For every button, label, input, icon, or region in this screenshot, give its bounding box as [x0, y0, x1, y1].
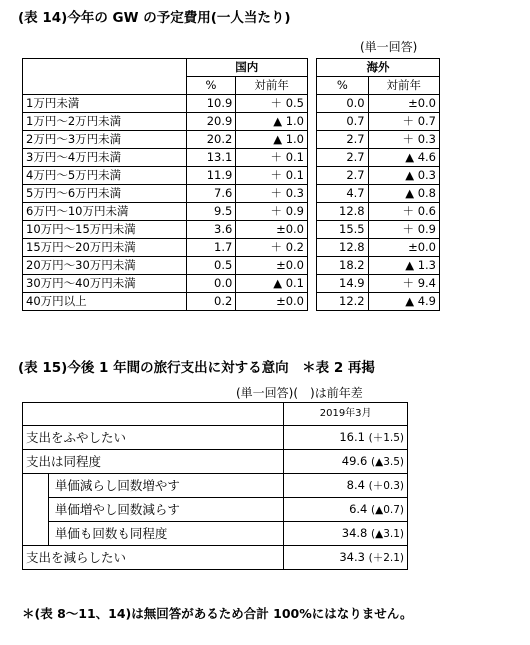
row-label: 40万円以上: [23, 293, 187, 311]
table-row: [317, 257, 440, 275]
table-row: [23, 113, 308, 131]
table15-col-header: 2019年3月: [284, 403, 408, 426]
overseas-pct-cell: 0.7: [317, 113, 369, 131]
overseas-change-cell: ±0.0: [368, 95, 439, 113]
value: 6.4: [349, 502, 368, 516]
domestic-pct-cell: 3.6: [186, 221, 236, 239]
row-label: 支出をふやしたい: [23, 426, 284, 450]
row-label: 5万円～6万円未満: [23, 185, 187, 203]
overseas-pct-cell: 18.2: [317, 257, 369, 275]
overseas-change-cell: ＋ 0.7: [368, 113, 439, 131]
row-label: 6万円～10万円未満: [23, 203, 187, 221]
value: 34.8: [341, 526, 368, 540]
table15-note: (単一回答)( )は前年差: [236, 386, 363, 400]
table14-note: (単一回答): [360, 40, 418, 54]
table-row: [317, 293, 440, 311]
row-label: 1万円～2万円未満: [23, 113, 187, 131]
table-row: [317, 203, 440, 221]
domestic-pct-cell: 13.1: [186, 149, 236, 167]
overseas-change-cell: ＋ 0.9: [368, 221, 439, 239]
table-row: [23, 221, 308, 239]
domestic-pct-cell: 1.7: [186, 239, 236, 257]
row-label: 1万円未満: [23, 95, 187, 113]
indent-cell: [23, 498, 49, 522]
overseas-pct-cell: 2.7: [317, 131, 369, 149]
table-row: [317, 221, 440, 239]
value-cell: [284, 522, 408, 546]
table-row: [23, 131, 308, 149]
table-row: [23, 522, 408, 546]
col-change-header: 対前年: [368, 77, 439, 95]
indent-cell: [23, 474, 49, 498]
domestic-pct-cell: 10.9: [186, 95, 236, 113]
value: 49.6: [341, 454, 368, 468]
domestic-pct-cell: 9.5: [186, 203, 236, 221]
value-cell: [284, 426, 408, 450]
table-row: [317, 113, 440, 131]
table-row: [23, 498, 408, 522]
overseas-change-cell: ＋ 9.4: [368, 275, 439, 293]
domestic-change-cell: ▲ 1.0: [236, 113, 308, 131]
row-label: 単価も回数も同程度: [48, 522, 283, 546]
col-pct-header: %: [186, 77, 236, 95]
overseas-pct-cell: 12.8: [317, 203, 369, 221]
domestic-pct-cell: 0.5: [186, 257, 236, 275]
change: (▲3.1): [371, 528, 404, 540]
table14-corner: [23, 59, 187, 95]
table-row: [317, 239, 440, 257]
overseas-change-cell: ▲ 4.6: [368, 149, 439, 167]
overseas-pct-cell: 2.7: [317, 167, 369, 185]
table-row: [23, 95, 308, 113]
domestic-pct-cell: 20.2: [186, 131, 236, 149]
domestic-pct-cell: 7.6: [186, 185, 236, 203]
domestic-pct-cell: 11.9: [186, 167, 236, 185]
value: 16.1: [339, 430, 365, 444]
table-row: [23, 474, 408, 498]
table-row: [23, 275, 308, 293]
group-domestic-header: 国内: [186, 59, 308, 77]
domestic-change-cell: ±0.0: [236, 221, 308, 239]
domestic-change-cell: ＋ 0.5: [236, 95, 308, 113]
overseas-pct-cell: 12.8: [317, 239, 369, 257]
change: (▲0.7): [371, 504, 404, 516]
footnote: ＊(表 8～11、14)は無回答があるため合計 100%にはなりません。: [22, 606, 413, 621]
domestic-change-cell: ＋ 0.1: [236, 167, 308, 185]
table15: [22, 402, 408, 570]
domestic-change-cell: ±0.0: [236, 257, 308, 275]
table-row: [317, 167, 440, 185]
overseas-pct-cell: 15.5: [317, 221, 369, 239]
table-row: [317, 185, 440, 203]
overseas-change-cell: ▲ 1.3: [368, 257, 439, 275]
table-row: [317, 275, 440, 293]
domestic-pct-cell: 20.9: [186, 113, 236, 131]
row-label: 支出を減らしたい: [23, 546, 284, 570]
row-label: 10万円～15万円未満: [23, 221, 187, 239]
domestic-change-cell: ▲ 0.1: [236, 275, 308, 293]
row-label: 2万円～3万円未満: [23, 131, 187, 149]
table-row: [23, 239, 308, 257]
change: (▲3.5): [371, 456, 404, 468]
value-cell: [284, 546, 408, 570]
table-row: [317, 131, 440, 149]
table-row: [23, 450, 408, 474]
table-row: [23, 149, 308, 167]
row-label: 3万円～4万円未満: [23, 149, 187, 167]
change: (＋0.3): [368, 480, 404, 492]
table-row: [317, 95, 440, 113]
row-label: 支出は同程度: [23, 450, 284, 474]
row-label: 20万円～30万円未満: [23, 257, 187, 275]
table14-title: (表 14)今年の GW の予定費用(一人当たり): [18, 10, 291, 26]
domestic-change-cell: ＋ 0.9: [236, 203, 308, 221]
table15-corner: [23, 403, 284, 426]
domestic-pct-cell: 0.2: [186, 293, 236, 311]
change: (＋1.5): [368, 432, 404, 444]
table-row: [23, 257, 308, 275]
overseas-pct-cell: 2.7: [317, 149, 369, 167]
overseas-change-cell: ▲ 0.3: [368, 167, 439, 185]
value: 8.4: [346, 478, 365, 492]
table-row: [23, 546, 408, 570]
overseas-pct-cell: 0.0: [317, 95, 369, 113]
overseas-change-cell: ±0.0: [368, 239, 439, 257]
domestic-change-cell: ＋ 0.1: [236, 149, 308, 167]
row-label: 単価減らし回数増やす: [48, 474, 283, 498]
overseas-pct-cell: 4.7: [317, 185, 369, 203]
table-row: [23, 293, 308, 311]
domestic-change-cell: ＋ 0.2: [236, 239, 308, 257]
table14-overseas: [316, 58, 440, 311]
domestic-pct-cell: 0.0: [186, 275, 236, 293]
table15-title: (表 15)今後 1 年間の旅行支出に対する意向 ＊表 2 再掲: [18, 360, 375, 376]
row-label: 単価増やし回数減らす: [48, 498, 283, 522]
table-row: [23, 185, 308, 203]
overseas-pct-cell: 14.9: [317, 275, 369, 293]
value-cell: [284, 474, 408, 498]
table14-domestic: [22, 58, 308, 311]
indent-cell: [23, 522, 49, 546]
overseas-change-cell: ＋ 0.3: [368, 131, 439, 149]
table-row: [23, 426, 408, 450]
table-row: [23, 203, 308, 221]
overseas-change-cell: ＋ 0.6: [368, 203, 439, 221]
value-cell: [284, 498, 408, 522]
row-label: 30万円～40万円未満: [23, 275, 187, 293]
table-row: [23, 167, 308, 185]
domestic-change-cell: ±0.0: [236, 293, 308, 311]
row-label: 4万円～5万円未満: [23, 167, 187, 185]
value-cell: [284, 450, 408, 474]
overseas-change-cell: ▲ 0.8: [368, 185, 439, 203]
col-change-header: 対前年: [236, 77, 308, 95]
domestic-change-cell: ▲ 1.0: [236, 131, 308, 149]
col-pct-header: %: [317, 77, 369, 95]
overseas-pct-cell: 12.2: [317, 293, 369, 311]
value: 34.3: [339, 550, 365, 564]
change: (＋2.1): [368, 552, 404, 564]
domestic-change-cell: ＋ 0.3: [236, 185, 308, 203]
overseas-change-cell: ▲ 4.9: [368, 293, 439, 311]
row-label: 15万円～20万円未満: [23, 239, 187, 257]
table-row: [317, 149, 440, 167]
group-overseas-header: 海外: [317, 59, 440, 77]
